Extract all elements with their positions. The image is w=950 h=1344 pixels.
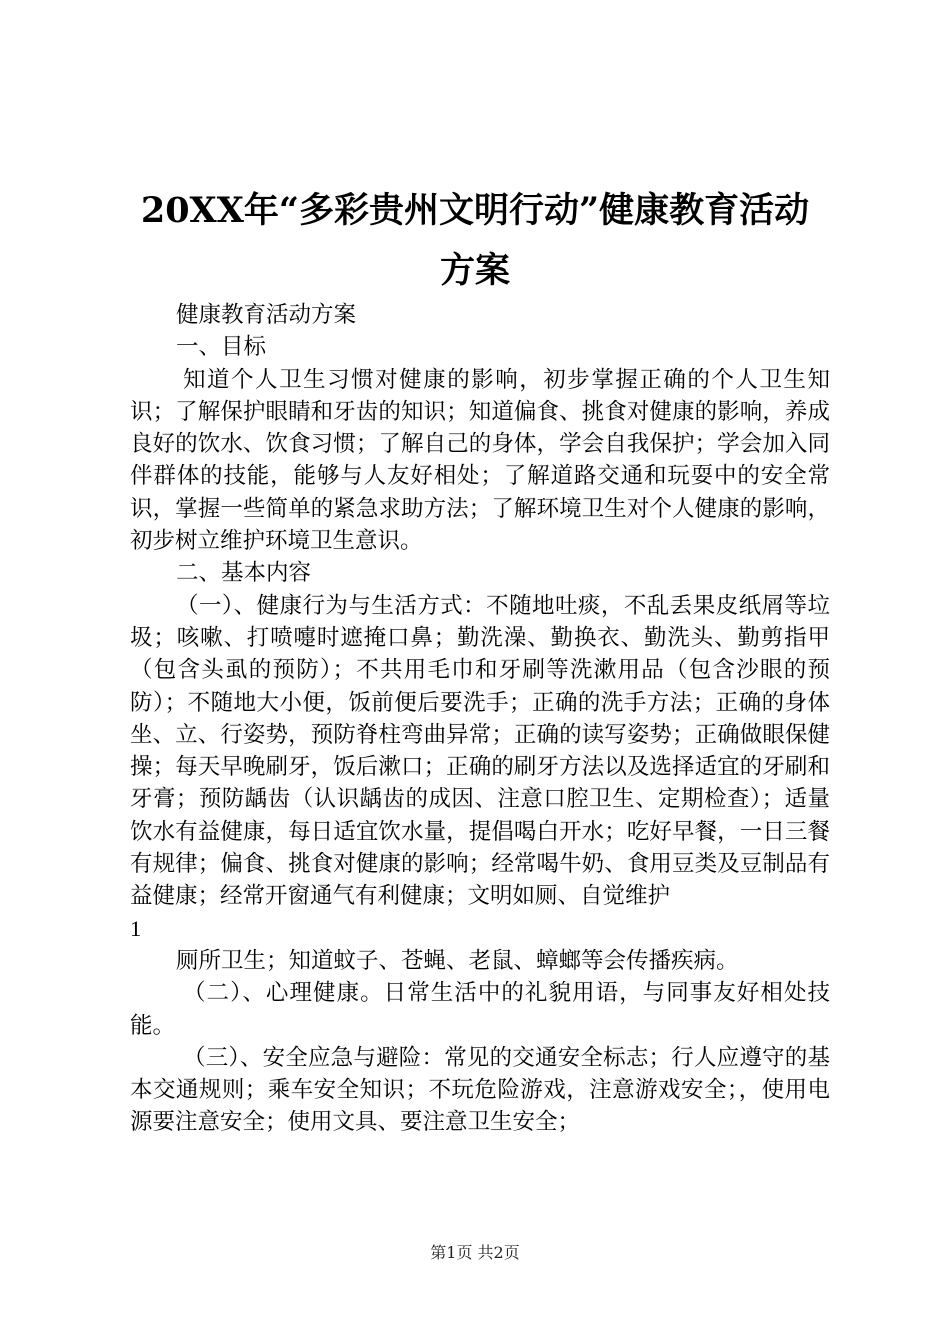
- document-title-line1: 20XX年“多彩贵州文明行动”健康教育活动: [140, 190, 810, 231]
- section-heading-goals: 一、目标: [176, 334, 267, 361]
- paragraph-toilet-hygiene: 厕所卫生；知道蚊子、苍蝇、老鼠、蟑螂等会传播疾病。: [176, 947, 739, 974]
- paragraph-health-behavior: （一）、健康行为与生活方式：不随地吐痰，不乱丢果皮纸屑等垃圾；咳嗽、打喷嚏时遮掩口鼻；勤洗澡、勤换衣、勤洗头、勤剪指甲（包含头虱的预防）；不共用毛巾和牙刷等洗漱用品（包含沙眼的预防）；不随地大小便，饭前便后要洗手；正确的洗手方法；正确的身体坐、立、行姿势，预防脊柱弯曲异常；正确的读写姿势；正确做眼保健操；每天早晚刷牙，饭后漱口；正确的刷牙方法以及选择适宜的牙刷和牙膏；预防龋齿（认识龋齿的成因、注意口腔卫生、定期检查）；适量饮水有益健康，每日适宜饮水量，提倡喝白开水；吃好早餐，一日三餐有规律；偏食、挑食对健康的影响；经常喝牛奶、食用豆类及豆制品有益健康；经常开窗通气有利健康；文明如厕、自觉维护: [130, 592, 830, 910]
- document-title-line2: 方案: [439, 250, 510, 291]
- page-footer: 第1页 共2页: [430, 1243, 520, 1262]
- document-body: [130, 299, 830, 1139]
- inline-page-number: 1: [130, 915, 142, 941]
- paragraph-goals: 知道个人卫生习惯对健康的影响，初步掌握正确的个人卫生知识；了解保护眼睛和牙齿的知识；知道偏食、挑食对健康的影响，养成良好的饮水、饮食习惯；了解自己的身体，学会自我保护；学会加入同伴群体的技能，能够与人友好相处；了解道路交通和玩耍中的安全常识，掌握一些简单的紧急求助方法；了解环境卫生对个人健康的影响，初步树立维护环境卫生意识。: [130, 366, 830, 555]
- paragraph-mental-health: （二）、心理健康。日常生活中的礼貌用语，与同事友好相处技能。: [130, 980, 830, 1039]
- paragraph-subtitle: 健康教育活动方案: [176, 302, 357, 328]
- paragraph-safety: （三）、安全应急与避险：常见的交通安全标志；行人应遵守的基本交通规则；乘车安全知识；不玩危险游戏，注意游戏安全；，使用电源要注意安全；使用文具、要注意卫生安全；: [130, 1044, 830, 1136]
- section-heading-content: 二、基本内容: [176, 560, 312, 587]
